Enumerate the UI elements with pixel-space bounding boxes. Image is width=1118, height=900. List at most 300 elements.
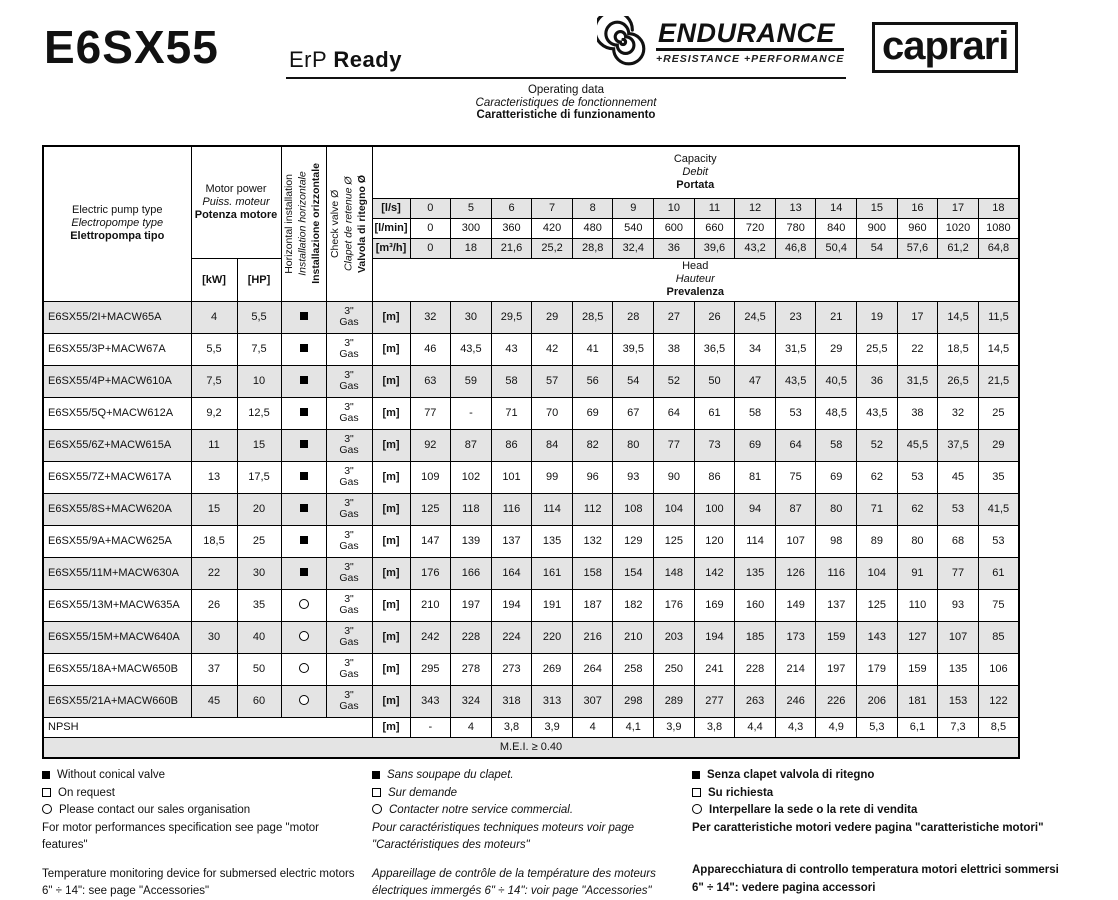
filled-square-icon <box>300 504 308 512</box>
check-valve-cell: 3" Gas <box>326 685 372 717</box>
head-value-cell: 52 <box>654 365 695 397</box>
endurance-logo <box>597 16 844 68</box>
head-value-cell: 68 <box>938 525 979 557</box>
flow-value-cell: 6 <box>491 198 532 218</box>
head-value-cell: 94 <box>735 493 776 525</box>
head-value-cell: 114 <box>735 525 776 557</box>
npsh-value-cell: - <box>410 717 451 737</box>
head-value-cell: 92 <box>410 429 451 461</box>
pump-type-header-label <box>44 204 191 243</box>
footnote-line <box>372 785 682 803</box>
head-value-cell: 179 <box>857 653 898 685</box>
head-value-cell: 161 <box>532 557 573 589</box>
pump-type-header <box>43 146 191 301</box>
head-value-cell: 220 <box>532 621 573 653</box>
hp-value-cell: 15 <box>237 429 281 461</box>
flow-value-cell: 16 <box>897 198 938 218</box>
head-value-cell: 197 <box>816 653 857 685</box>
head-value-cell: 18,5 <box>938 333 979 365</box>
footnote-line <box>42 767 362 785</box>
npsh-value-cell: 4,9 <box>816 717 857 737</box>
check-valve-cell: 3" Gas <box>326 653 372 685</box>
flow-value-cell: 14 <box>816 198 857 218</box>
head-value-cell: 41,5 <box>978 493 1019 525</box>
head-value-cell: 295 <box>410 653 451 685</box>
pump-row <box>43 557 1019 589</box>
head-value-cell: - <box>451 397 492 429</box>
head-value-cell: 169 <box>694 589 735 621</box>
head-header-label <box>373 260 1018 299</box>
head-value-cell: 50 <box>694 365 735 397</box>
head-value-cell: 154 <box>613 557 654 589</box>
horizontal-installation-label-en: Horizontal installation <box>283 173 296 274</box>
head-value-cell: 11,5 <box>978 301 1019 333</box>
head-header-label-en: Head <box>682 260 709 272</box>
head-value-cell: 129 <box>613 525 654 557</box>
footnote-line <box>372 802 682 820</box>
head-value-cell: 77 <box>654 429 695 461</box>
pump-type-cell: E6SX55/15M+MACW640A <box>43 621 191 653</box>
npsh-value-cell: 4 <box>451 717 492 737</box>
head-value-cell: 226 <box>816 685 857 717</box>
footnote-text: Without conical valve <box>57 769 166 781</box>
head-value-cell: 58 <box>491 365 532 397</box>
capacity-header-label <box>373 153 1018 192</box>
head-header <box>372 258 1019 301</box>
head-value-cell: 53 <box>938 493 979 525</box>
head-value-cell: 30 <box>451 301 492 333</box>
head-value-cell: 241 <box>694 653 735 685</box>
head-value-cell: 21,5 <box>978 365 1019 397</box>
filled-square-icon <box>300 472 308 480</box>
head-value-cell: 45,5 <box>897 429 938 461</box>
head-value-cell: 185 <box>735 621 776 653</box>
head-value-cell: 91 <box>897 557 938 589</box>
footnote-column-fr <box>372 767 682 900</box>
flow-value-cell: 1080 <box>978 218 1019 238</box>
filled-square-icon <box>300 312 308 320</box>
flow-value-cell: 600 <box>654 218 695 238</box>
horizontal-installation-label-fr: Installation horizontale <box>296 171 309 276</box>
head-value-cell: 32 <box>410 301 451 333</box>
head-value-cell: 263 <box>735 685 776 717</box>
hp-value-cell: 35 <box>237 589 281 621</box>
head-value-cell: 250 <box>654 653 695 685</box>
head-value-cell: 86 <box>491 429 532 461</box>
pump-type-header-label-en: Electric pump type <box>72 204 163 217</box>
check-valve-cell: 3" Gas <box>326 621 372 653</box>
head-value-cell: 64 <box>775 429 816 461</box>
hp-value-cell: 17,5 <box>237 461 281 493</box>
flow-value-cell: 660 <box>694 218 735 238</box>
head-value-cell: 27 <box>654 301 695 333</box>
head-value-cell: 108 <box>613 493 654 525</box>
flow-value-cell: 64,8 <box>978 238 1019 258</box>
check-valve-label-fr: Clapet de retenue Ø <box>342 176 355 272</box>
head-value-cell: 29 <box>978 429 1019 461</box>
kw-value-cell: 9,2 <box>191 397 237 429</box>
flow-value-cell: 18 <box>451 238 492 258</box>
head-value-cell: 273 <box>491 653 532 685</box>
kw-label-cell: [kW] <box>191 258 237 301</box>
footnote-column-en <box>42 767 362 900</box>
install-symbol-cell <box>281 365 326 397</box>
head-value-cell: 29 <box>532 301 573 333</box>
footnote-symbols-en <box>42 767 362 855</box>
head-value-cell: 160 <box>735 589 776 621</box>
head-value-cell: 84 <box>532 429 573 461</box>
circle-icon <box>299 695 309 705</box>
horizontal-installation-label-it: Installazione orizzontale <box>310 163 323 285</box>
flow-value-cell: 7 <box>532 198 573 218</box>
head-value-cell: 31,5 <box>775 333 816 365</box>
pump-type-cell: E6SX55/11M+MACW630A <box>43 557 191 589</box>
head-value-cell: 159 <box>897 653 938 685</box>
flow-value-cell: 300 <box>451 218 492 238</box>
erp-label-bold: Ready <box>333 47 402 72</box>
head-value-cell: 210 <box>410 589 451 621</box>
check-valve-cell: 3" Gas <box>326 333 372 365</box>
head-value-cell: 197 <box>451 589 492 621</box>
footnote-line <box>42 785 362 803</box>
caprari-logo <box>872 22 1018 73</box>
pump-type-cell: E6SX55/13M+MACW635A <box>43 589 191 621</box>
head-value-cell: 62 <box>897 493 938 525</box>
head-value-cell: 228 <box>451 621 492 653</box>
flow-value-cell: 9 <box>613 198 654 218</box>
temperature-note-en: Temperature monitoring device for submersed electric motors 6" ÷ 14": see page "Accessories" <box>42 867 355 897</box>
head-value-cell: 61 <box>694 397 735 429</box>
head-value-cell: 93 <box>613 461 654 493</box>
head-value-cell: 139 <box>451 525 492 557</box>
head-value-cell: 324 <box>451 685 492 717</box>
head-value-cell: 132 <box>572 525 613 557</box>
npsh-label-cell: NPSH <box>43 717 372 737</box>
head-value-cell: 264 <box>572 653 613 685</box>
head-value-cell: 35 <box>978 461 1019 493</box>
kw-value-cell: 45 <box>191 685 237 717</box>
head-value-cell: 149 <box>775 589 816 621</box>
install-symbol-cell <box>281 461 326 493</box>
caprari-wordmark: caprari <box>882 24 1009 68</box>
head-value-cell: 114 <box>532 493 573 525</box>
table-head <box>43 146 1019 301</box>
motor-power-header-label-it: Potenza motore <box>194 208 278 221</box>
flow-value-cell: 780 <box>775 218 816 238</box>
head-value-cell: 98 <box>816 525 857 557</box>
head-value-cell: 158 <box>572 557 613 589</box>
head-value-cell: 127 <box>897 621 938 653</box>
head-value-cell: 28,5 <box>572 301 613 333</box>
head-value-cell: 36 <box>857 365 898 397</box>
head-value-cell: 26,5 <box>938 365 979 397</box>
head-value-cell: 71 <box>857 493 898 525</box>
head-value-cell: 53 <box>897 461 938 493</box>
pump-row <box>43 365 1019 397</box>
head-value-cell: 43 <box>491 333 532 365</box>
head-value-cell: 116 <box>491 493 532 525</box>
open-square-icon <box>42 788 51 797</box>
head-value-cell: 80 <box>613 429 654 461</box>
footnote-symbols-it <box>692 767 1070 851</box>
circle-icon <box>692 804 702 814</box>
spiral-icon <box>597 16 649 68</box>
install-symbol-cell <box>281 557 326 589</box>
install-symbol-cell <box>281 333 326 365</box>
head-value-cell: 176 <box>654 589 695 621</box>
head-value-cell: 29,5 <box>491 301 532 333</box>
pump-row <box>43 525 1019 557</box>
head-value-cell: 38 <box>897 397 938 429</box>
install-symbol-cell <box>281 493 326 525</box>
head-value-cell: 63 <box>410 365 451 397</box>
install-symbol-cell <box>281 653 326 685</box>
head-value-cell: 86 <box>694 461 735 493</box>
head-unit-cell: [m] <box>372 525 410 557</box>
flow-value-cell: 480 <box>572 218 613 238</box>
head-value-cell: 69 <box>816 461 857 493</box>
check-valve-cell: 3" Gas <box>326 493 372 525</box>
hp-value-cell: 30 <box>237 557 281 589</box>
horizontal-installation-header <box>281 146 326 301</box>
subtitle-it: Caratteristiche di funzionamento <box>476 109 656 121</box>
circle-icon <box>299 599 309 609</box>
head-value-cell: 125 <box>654 525 695 557</box>
install-symbol-cell <box>281 397 326 429</box>
head-value-cell: 99 <box>532 461 573 493</box>
head-unit-cell: [m] <box>372 429 410 461</box>
head-value-cell: 34 <box>735 333 776 365</box>
head-value-cell: 57 <box>532 365 573 397</box>
head-value-cell: 106 <box>978 653 1019 685</box>
head-value-cell: 125 <box>857 589 898 621</box>
hp-value-cell: 10 <box>237 365 281 397</box>
erp-label-light: ErP <box>289 47 327 72</box>
mei-row <box>43 737 1019 758</box>
flow-value-cell: 360 <box>491 218 532 238</box>
head-value-cell: 148 <box>654 557 695 589</box>
footnote-column-it <box>692 767 1070 900</box>
motor-note-it: Per caratteristiche motori vedere pagina "caratteristiche motori" <box>692 821 1044 834</box>
filled-square-icon <box>372 771 380 779</box>
head-value-cell: 153 <box>938 685 979 717</box>
head-value-cell: 38 <box>654 333 695 365</box>
flow-value-cell: 0 <box>410 238 451 258</box>
pump-row <box>43 397 1019 429</box>
flow-value-cell: 8 <box>572 198 613 218</box>
filled-square-icon <box>42 771 50 779</box>
flow-value-cell: 5 <box>451 198 492 218</box>
head-value-cell: 42 <box>532 333 573 365</box>
kw-value-cell: 30 <box>191 621 237 653</box>
open-square-icon <box>372 788 381 797</box>
hp-value-cell: 20 <box>237 493 281 525</box>
pump-row <box>43 333 1019 365</box>
head-value-cell: 96 <box>572 461 613 493</box>
head-value-cell: 126 <box>775 557 816 589</box>
footnote-text: Interpellare la sede o la rete di vendita <box>709 804 918 816</box>
circle-icon <box>299 663 309 673</box>
footnote-line <box>692 802 1070 820</box>
hp-value-cell: 5,5 <box>237 301 281 333</box>
head-value-cell: 100 <box>694 493 735 525</box>
flow-value-cell: 32,4 <box>613 238 654 258</box>
hp-label-cell: [HP] <box>237 258 281 301</box>
pump-type-cell: E6SX55/6Z+MACW615A <box>43 429 191 461</box>
kw-value-cell: 37 <box>191 653 237 685</box>
kw-value-cell: 18,5 <box>191 525 237 557</box>
pump-type-cell: E6SX55/7Z+MACW617A <box>43 461 191 493</box>
pump-type-cell: E6SX55/5Q+MACW612A <box>43 397 191 429</box>
head-value-cell: 120 <box>694 525 735 557</box>
head-value-cell: 58 <box>735 397 776 429</box>
footnote-text: Senza clapet valvola di ritegno <box>707 769 875 781</box>
head-value-cell: 25 <box>978 397 1019 429</box>
head-value-cell: 69 <box>735 429 776 461</box>
filled-square-icon <box>300 536 308 544</box>
subtitle-en: Operating data <box>527 84 605 96</box>
head-value-cell: 46 <box>410 333 451 365</box>
npsh-value-cell: 5,3 <box>857 717 898 737</box>
flow-value-cell: 540 <box>613 218 654 238</box>
check-valve-cell: 3" Gas <box>326 429 372 461</box>
check-valve-cell: 3" Gas <box>326 589 372 621</box>
endurance-text <box>656 19 844 65</box>
footnote-text: Sur demande <box>388 786 458 799</box>
check-valve-cell: 3" Gas <box>326 301 372 333</box>
flow-value-cell: 43,2 <box>735 238 776 258</box>
filled-square-icon <box>300 376 308 384</box>
head-unit-cell: [m] <box>372 685 410 717</box>
npsh-row <box>43 717 1019 737</box>
head-value-cell: 37,5 <box>938 429 979 461</box>
head-value-cell: 87 <box>451 429 492 461</box>
header-row-1 <box>43 146 1019 198</box>
head-value-cell: 246 <box>775 685 816 717</box>
head-value-cell: 80 <box>816 493 857 525</box>
motor-power-header-label-fr: Puiss. moteur <box>202 195 270 208</box>
flow-value-cell: 54 <box>857 238 898 258</box>
footnote-text: Please contact our sales organisation <box>59 804 251 816</box>
hp-value-cell: 60 <box>237 685 281 717</box>
head-value-cell: 40,5 <box>816 365 857 397</box>
page-title: E6SX55 <box>44 21 219 73</box>
head-value-cell: 43,5 <box>857 397 898 429</box>
flow-value-cell: 50,4 <box>816 238 857 258</box>
footnote-text: On request <box>58 786 115 799</box>
head-value-cell: 14,5 <box>938 301 979 333</box>
footnote-line <box>372 767 682 785</box>
flow-value-cell: 11 <box>694 198 735 218</box>
footnote-text: Sans soupape du clapet. <box>387 769 514 781</box>
kw-value-cell: 13 <box>191 461 237 493</box>
hp-value-cell: 25 <box>237 525 281 557</box>
head-unit-cell: [m] <box>372 461 410 493</box>
head-value-cell: 53 <box>775 397 816 429</box>
check-valve-cell: 3" Gas <box>326 461 372 493</box>
npsh-value-cell: 6,1 <box>897 717 938 737</box>
head-value-cell: 67 <box>613 397 654 429</box>
head-value-cell: 104 <box>857 557 898 589</box>
check-valve-cell: 3" Gas <box>326 365 372 397</box>
head-value-cell: 77 <box>938 557 979 589</box>
install-symbol-cell <box>281 589 326 621</box>
head-value-cell: 14,5 <box>978 333 1019 365</box>
install-symbol-cell <box>281 621 326 653</box>
head-value-cell: 187 <box>572 589 613 621</box>
npsh-value-cell: 3,9 <box>654 717 695 737</box>
capacity-header-label-en: Capacity <box>673 152 717 165</box>
head-value-cell: 89 <box>857 525 898 557</box>
temperature-note-fr: Appareillage de contrôle de la température des moteurs électriques immergés 6" ÷ 14": voir page "Accessories" <box>372 867 656 897</box>
head-unit-cell: [m] <box>372 333 410 365</box>
head-unit-cell: [m] <box>372 557 410 589</box>
pump-type-header-label-it: Elettropompa tipo <box>70 230 165 243</box>
flow-value-cell: 15 <box>857 198 898 218</box>
head-value-cell: 307 <box>572 685 613 717</box>
head-value-cell: 203 <box>654 621 695 653</box>
pump-type-cell: E6SX55/18A+MACW650B <box>43 653 191 685</box>
kw-value-cell: 5,5 <box>191 333 237 365</box>
pump-type-header-label-fr: Electropompe type <box>71 217 164 230</box>
filled-square-icon <box>300 408 308 416</box>
head-value-cell: 81 <box>735 461 776 493</box>
flow-value-cell: 25,2 <box>532 238 573 258</box>
head-value-cell: 85 <box>978 621 1019 653</box>
head-value-cell: 137 <box>491 525 532 557</box>
kw-value-cell: 15 <box>191 493 237 525</box>
endurance-tagline: +RESISTANCE +PERFORMANCE <box>656 53 845 65</box>
head-header-label-it: Prevalenza <box>666 286 724 298</box>
circle-icon <box>372 804 382 814</box>
kw-value-cell: 7,5 <box>191 365 237 397</box>
flow-value-cell: 21,6 <box>491 238 532 258</box>
filled-square-icon <box>300 440 308 448</box>
head-value-cell: 277 <box>694 685 735 717</box>
mei-cell: M.E.I. ≥ 0.40 <box>43 737 1019 758</box>
head-value-cell: 112 <box>572 493 613 525</box>
head-value-cell: 26 <box>694 301 735 333</box>
hp-value-cell: 40 <box>237 621 281 653</box>
check-valve-label-en: Check valve Ø <box>328 189 341 258</box>
head-value-cell: 58 <box>816 429 857 461</box>
head-value-cell: 43,5 <box>451 333 492 365</box>
head-value-cell: 135 <box>938 653 979 685</box>
head-value-cell: 269 <box>532 653 573 685</box>
npsh-value-cell: 8,5 <box>978 717 1019 737</box>
head-value-cell: 143 <box>857 621 898 653</box>
head-value-cell: 194 <box>694 621 735 653</box>
pump-row <box>43 653 1019 685</box>
kw-value-cell: 4 <box>191 301 237 333</box>
head-value-cell: 228 <box>735 653 776 685</box>
head-value-cell: 90 <box>654 461 695 493</box>
npsh-value-cell: 3,9 <box>532 717 573 737</box>
head-value-cell: 142 <box>694 557 735 589</box>
head-value-cell: 214 <box>775 653 816 685</box>
head-value-cell: 64 <box>654 397 695 429</box>
head-unit-cell: [m] <box>372 621 410 653</box>
pump-type-cell: E6SX55/21A+MACW660B <box>43 685 191 717</box>
head-header-label-fr: Hauteur <box>675 273 715 285</box>
head-value-cell: 135 <box>735 557 776 589</box>
operating-data-table <box>42 145 1020 759</box>
head-unit-cell: [m] <box>372 589 410 621</box>
table-subtitle <box>286 84 846 122</box>
kw-value-cell: 26 <box>191 589 237 621</box>
horizontal-installation-label <box>283 163 324 284</box>
pump-type-cell: E6SX55/2I+MACW65A <box>43 301 191 333</box>
